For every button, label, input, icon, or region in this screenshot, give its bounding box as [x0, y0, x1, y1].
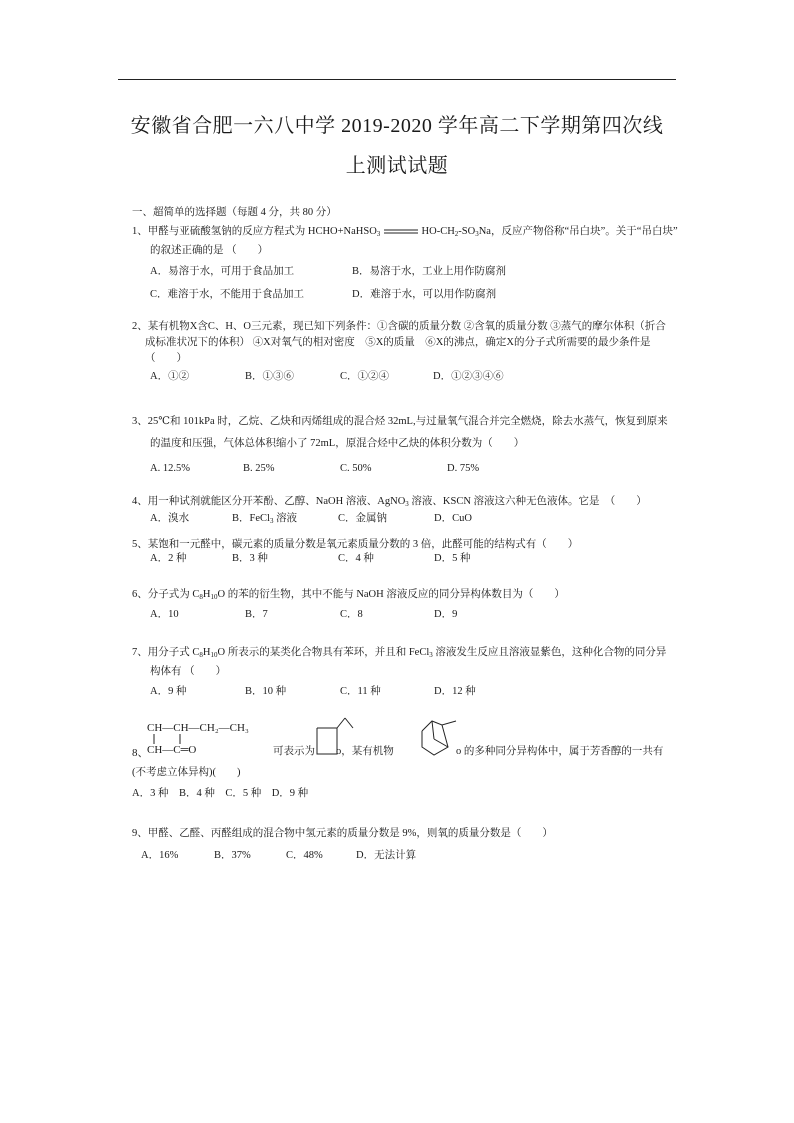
q9-stem-line1: 9、甲醛、乙醛、丙醛组成的混合物中氢元素的质量分数是 9%，则氧的质量分数是（ ）	[132, 828, 553, 839]
q3-stem-line1: 3、25℃和 101kPa 时，乙烷、乙炔和丙烯组成的混合烃 32mL,与过量氧气混合并完全燃烧，除去水蒸气，恢复到原来	[132, 416, 668, 427]
q8-options[interactable]: A．3 种 B．4 种 C．5 种 D．9 种	[132, 788, 309, 799]
q8-text-b: o，某有机物	[336, 746, 394, 757]
q7-option-d[interactable]: D．12 种	[434, 686, 476, 697]
page-title-line2: 上测试试题	[345, 155, 449, 177]
q2-option-a[interactable]: A．①②	[150, 371, 190, 382]
q2-stem-line2: 成标准状况下的体积） ④X对氧气的相对密度 ⑤X的质量 ⑥X的沸点，确定X的分子式所需要的最少条件是	[145, 337, 651, 348]
q1-stem-line1: 1、甲醛与亚硫酸氢钠的反应方程式为 HCHO+NaHSO$_3$ $HO-CH_2-SO_3Na$，反应产物俗称“吊白块”。关于“吊白块”	[132, 226, 678, 238]
q5-option-d[interactable]: D．5 种	[434, 553, 471, 564]
q4-option-d[interactable]: D．CuO	[434, 513, 472, 524]
q1-stem-line2: 的叙述正确的是 （ ）	[150, 245, 269, 256]
q1-option-b[interactable]: B．易溶于水，工业上用作防腐剂	[352, 266, 507, 277]
q5-option-b[interactable]: B．3 种	[232, 553, 268, 564]
q6-option-c[interactable]: C．8	[340, 609, 363, 620]
q3-option-d[interactable]: D. 75%	[447, 463, 480, 474]
q5-option-c[interactable]: C．4 种	[338, 553, 374, 564]
q3-option-b[interactable]: B. 25%	[243, 463, 275, 474]
header-rule	[118, 79, 676, 80]
q8-structure-top: CH—CH—CH₂—CH₃	[147, 722, 249, 734]
q3-stem-line2: 的温度和压强，气体总体积缩小了 72mL，原混合烃中乙炔的体积分数为（ ）	[150, 438, 525, 449]
q9-option-b[interactable]: B．37%	[214, 850, 251, 861]
q7-option-a[interactable]: A．9 种	[150, 686, 187, 697]
q8-text-a: 可表示为	[273, 746, 315, 757]
q1-option-d[interactable]: D．难溶于水，可以用作防腐剂	[352, 289, 497, 300]
q2-option-c[interactable]: C．①②④	[340, 371, 390, 382]
q5-stem-line1: 5、某饱和一元醛中，碳元素的质量分数是氧元素质量分数的 3 倍，此醛可能的结构式有（ ）	[132, 539, 579, 550]
q8-text-c: o 的多种同分异构体中，属于芳香醇的一共有	[456, 746, 664, 757]
q6-option-b[interactable]: B．7	[245, 609, 268, 620]
q4-option-a[interactable]: A．溴水	[150, 513, 190, 524]
q4-stem-line1: 4、用一种试剂就能区分开苯酚、乙醇、NaOH 溶液、AgNO$_3$ 溶液、KSCN 溶液这六种无色液体。它是 （ ）	[132, 496, 647, 508]
q8-number: 8、	[132, 747, 149, 759]
q2-option-d[interactable]: D．①②③④⑥	[433, 371, 504, 382]
bicyclic-structure-icon	[418, 717, 460, 757]
q2-option-b[interactable]: B．①③⑥	[245, 371, 295, 382]
equilibrium-arrow-icon	[383, 228, 419, 236]
q8-structure-bottom: CH—C═O	[147, 744, 197, 756]
q4-option-b[interactable]: B．FeCl$_3$ 溶液	[232, 513, 298, 525]
q7-option-b[interactable]: B．10 种	[245, 686, 287, 697]
q5-option-a[interactable]: A．2 种	[150, 553, 187, 564]
q7-stem-line2: 构体有 （ ）	[150, 666, 227, 677]
q2-stem-line3: （ ）	[145, 353, 187, 364]
q6-option-d[interactable]: D．9	[434, 609, 458, 620]
q9-option-d[interactable]: D．无法计算	[356, 850, 417, 861]
q9-option-a[interactable]: A．16%	[141, 850, 179, 861]
q7-option-c[interactable]: C．11 种	[340, 686, 381, 697]
q3-option-a[interactable]: A. 12.5%	[150, 463, 190, 474]
q9-option-c[interactable]: C．48%	[286, 850, 323, 861]
q3-option-c[interactable]: C. 50%	[340, 463, 372, 474]
q1-option-c[interactable]: C．难溶于水，不能用于食品加工	[150, 289, 305, 300]
q6-option-a[interactable]: A．10	[150, 609, 179, 620]
q7-stem-line1: 7、用分子式 $C_8H_{10}O$ 所表示的某类化合物具有苯环，并且和 FeCl$_3$ 溶液发生反应且溶液显紫色，这种化合物的同分异	[132, 647, 667, 659]
q6-stem-line1: 6、分子式为 $C_8H_{10}O$ 的苯的衍生物，其中不能与 NaOH 溶液反应的同分异构体数目为（ ）	[132, 589, 565, 601]
q2-stem-line1: 2、某有机物X含C、H、O三元素，现已知下列条件：①含碳的质量分数 ②含氧的质量分数 ③蒸气的摩尔体积（折合	[132, 321, 666, 332]
section-heading: 一、超简单的选择题（每题 4 分，共 80 分）	[132, 207, 337, 218]
q1-option-a[interactable]: A．易溶于水，可用于食品加工	[150, 266, 295, 277]
page-title-line1: 安徽省合肥一六八中学 2019-2020 学年高二下学期第四次线	[130, 115, 664, 137]
q8-stem-line2: (不考虑立体异构)( )	[132, 767, 241, 778]
q4-option-c[interactable]: C．金属钠	[338, 513, 388, 524]
